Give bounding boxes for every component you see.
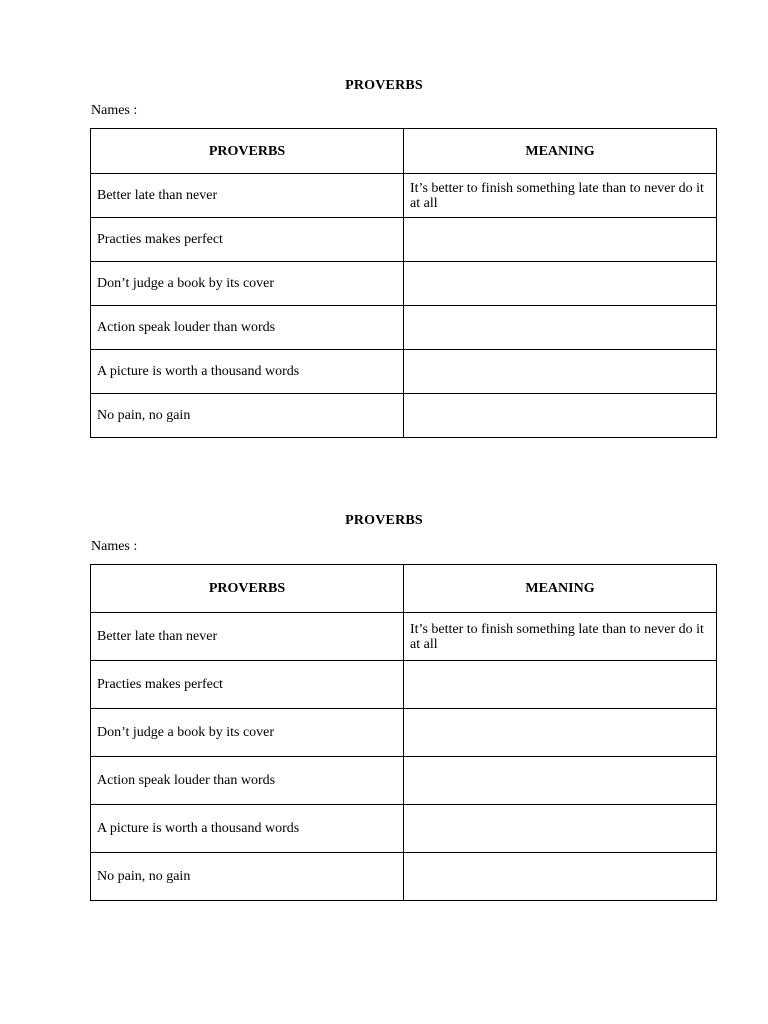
meaning-cell[interactable] <box>404 805 717 853</box>
meaning-cell[interactable]: It’s better to finish something late than to never do it at all <box>404 174 717 218</box>
meaning-cell[interactable] <box>404 306 717 350</box>
proverb-cell: Don’t judge a book by its cover <box>91 709 404 757</box>
proverb-cell: Better late than never <box>91 613 404 661</box>
proverbs-table <box>90 564 717 901</box>
table-row <box>91 613 717 661</box>
proverbs-table <box>90 128 717 438</box>
table-row <box>91 306 717 350</box>
meaning-cell[interactable] <box>404 757 717 805</box>
proverb-cell: A picture is worth a thousand words <box>91 805 404 853</box>
proverb-cell: Practies makes perfect <box>91 218 404 262</box>
meaning-cell[interactable] <box>404 218 717 262</box>
table-row <box>91 174 717 218</box>
proverb-cell: No pain, no gain <box>91 394 404 438</box>
proverb-cell: Better late than never <box>91 174 404 218</box>
table-row <box>91 709 717 757</box>
worksheet-title: PROVERBS <box>345 513 423 528</box>
meaning-cell[interactable]: It’s better to finish something late than to never do it at all <box>404 613 717 661</box>
worksheet-title: PROVERBS <box>345 78 423 93</box>
table-row <box>91 218 717 262</box>
table-header-row <box>91 129 717 174</box>
proverb-cell: Action speak louder than words <box>91 757 404 805</box>
table-row <box>91 394 717 438</box>
header-meaning: MEANING <box>404 129 717 174</box>
meaning-cell[interactable] <box>404 661 717 709</box>
names-label: Names : <box>91 103 138 118</box>
proverb-cell: No pain, no gain <box>91 853 404 901</box>
proverb-cell: Practies makes perfect <box>91 661 404 709</box>
meaning-cell[interactable] <box>404 853 717 901</box>
table-row <box>91 350 717 394</box>
meaning-cell[interactable] <box>404 350 717 394</box>
table-row <box>91 757 717 805</box>
proverb-cell: A picture is worth a thousand words <box>91 350 404 394</box>
table-row <box>91 805 717 853</box>
header-proverbs: PROVERBS <box>91 565 404 613</box>
header-meaning: MEANING <box>404 565 717 613</box>
proverb-cell: Don’t judge a book by its cover <box>91 262 404 306</box>
names-label: Names : <box>91 539 138 554</box>
table-row <box>91 853 717 901</box>
table-row <box>91 262 717 306</box>
table-header-row <box>91 565 717 613</box>
meaning-cell[interactable] <box>404 709 717 757</box>
header-proverbs: PROVERBS <box>91 129 404 174</box>
proverb-cell: Action speak louder than words <box>91 306 404 350</box>
table-row <box>91 661 717 709</box>
meaning-cell[interactable] <box>404 262 717 306</box>
meaning-cell[interactable] <box>404 394 717 438</box>
